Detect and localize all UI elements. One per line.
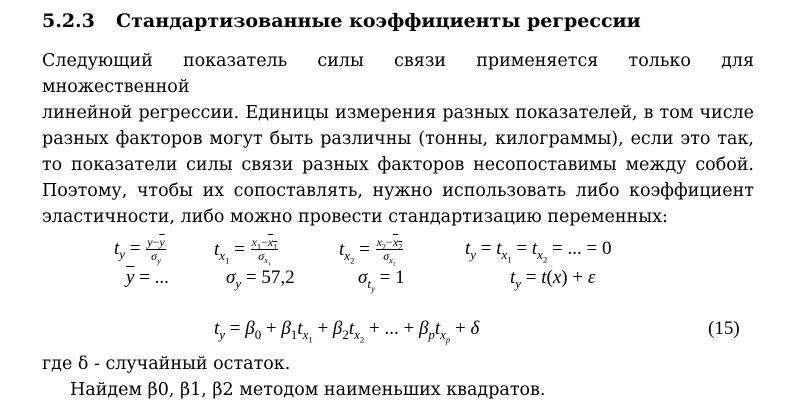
formula-t-x2: $t_{x_2}$ = $\frac{x_2-\overline{x}_2}{\sigma_{x_2}}$ [339, 235, 403, 269]
paragraph-line: Следующий показатель силы связи применяется только для множественной [42, 51, 754, 97]
delta-description: где δ - случайный остаток. [42, 354, 291, 374]
paragraph-line: то показатели силы связи разных факторов несопоставимы между собой. [42, 155, 754, 175]
formula-sigma-ty: $\sigma_{t_y} = 1$ [358, 267, 405, 294]
paragraph-line: линейной регрессии. Единицы измерения разных показателей, в том числе [42, 103, 754, 123]
paragraph-line: разных факторов могут быть различны (тонны, килограммы), если это так, [42, 129, 754, 149]
section-number: 5.2.3 [42, 10, 95, 32]
intro-paragraph [42, 48, 754, 230]
equation-number: (15) [708, 318, 740, 339]
formula-y-mean: $\overline{y}$ = ... [126, 267, 169, 288]
paragraph-line: эластичности, либо можно провести стандартизацию переменных: [42, 207, 668, 227]
formula-ty-function: $t_y = t(x) + \varepsilon$ [510, 267, 596, 291]
formula-t-y: $t_y$ = $\frac{y-\overline{y}}{\sigma_y}$ [114, 235, 165, 266]
formula-sigma-y: $\sigma_y = 57,2$ [226, 267, 295, 291]
section-heading [42, 10, 641, 32]
formula-equalities: $t_y = t_{x_1} = t_{x_2}$ = ... = 0 [465, 238, 612, 265]
regression-equation: $t_y = \beta_0 + \beta_1t_{x_1} + \beta_2t_{x_2}$ + ... + $\beta_pt_{x_p} + \delta$ [214, 318, 480, 345]
paragraph-line: Поэтому, чтобы их сопоставлять, нужно использовать либо коэффициент [42, 181, 754, 201]
section-title: Стандартизованные коэффициенты регрессии [116, 10, 641, 32]
formula-t-x1: $t_{x_1}$ = $\frac{x_1-\overline{x}_1}{\sigma_{x_1}}$ [214, 235, 278, 269]
least-squares-sentence: Найдем β0, β1, β2 методом наименьших квадратов. [70, 380, 546, 400]
